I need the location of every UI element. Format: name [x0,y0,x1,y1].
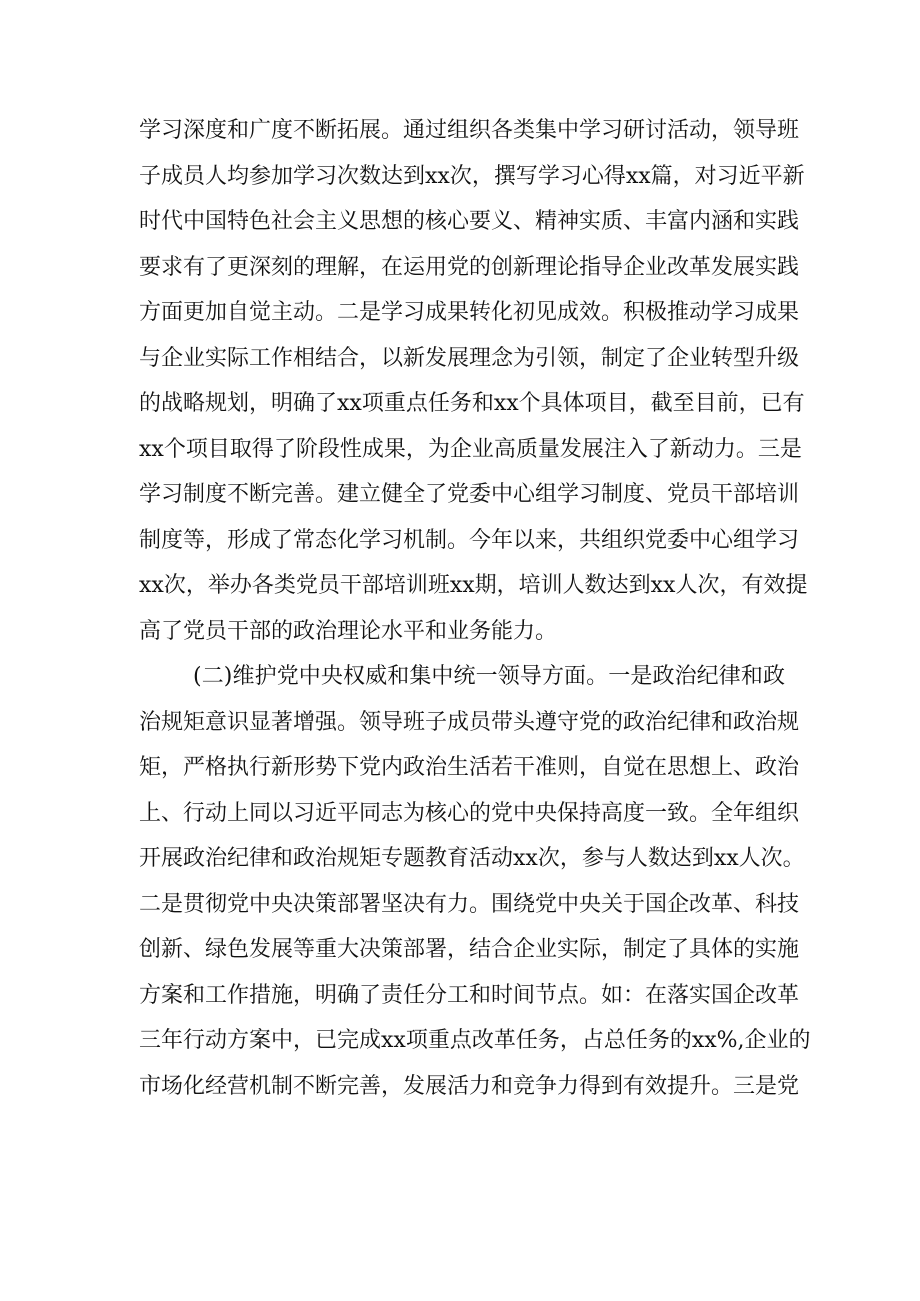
text-line: 的战略规划，明确了xx项重点任务和xx个具体项目，截至目前，已有 [139,391,805,416]
text-line: xx个项目取得了阶段性成果，为企业高质量发展注入了新动力。三是 [139,436,802,462]
text-line: 创新、绿色发展等重大决策部署，结合企业实际，制定了具体的实施 [139,937,800,962]
section-heading-line: (二)维护党中央权威和集中统一领导方面。一是政治纪律和政 [193,664,785,689]
text-line: 制度等，形成了常态化学习机制。今年以来，共组织党委中心组学习 [139,527,800,553]
text-line: 上、行动上同以习近平同志为核心的党中央保持高度一致。全年组织 [139,800,800,826]
text-line: 学习深度和广度不断拓展。通过组织各类集中学习研讨活动，领导班 [139,118,800,143]
text-line: 与企业实际工作相结合，以新发展理念为引领，制定了企业转型升级 [139,345,800,371]
text-line: 子成员人均参加学习次数达到xx次，撰写学习心得xx篇，对习近平新 [139,163,805,189]
text-line: 学习制度不断完善。建立健全了党委中心组学习制度、党员干部培训 [139,482,800,507]
text-line: 要求有了更深刻的理解，在运用党的创新理论指导企业改革发展实践 [139,254,800,280]
text-line: 方案和工作措施，明确了责任分工和时间节点。如：在落实国企改革 [139,982,800,1008]
document-body [139,108,811,1109]
text-line: xx次，举办各类党员干部培训班xx期，培训人数达到xx人次，有效提 [139,573,808,598]
text-line: 三年行动方案中，已完成xx项重点改革任务，占总任务的xx%,企业的 [139,1028,811,1053]
text-line: 治规矩意识显著增强。领导班子成员带头遵守党的政治纪律和政治规 [139,709,800,735]
text-line: 开展政治纪律和政治规矩专题教育活动xx次，参与人数达到xx人次。 [139,846,805,871]
paragraph-end-line: 高了党员干部的政治理论水平和业务能力。 [139,618,558,644]
text-line: 二是贯彻党中央决策部署坚决有力。围绕党中央关于国企改革、科技 [139,891,800,917]
text-line: 市场化经营机制不断完善，发展活力和竞争力得到有效提升。三是党 [139,1073,800,1099]
text-line: 方面更加自觉主动。二是学习成果转化初见成效。积极推动学习成果 [139,300,800,325]
text-line: 时代中国特色社会主义思想的核心要义、精神实质、丰富内涵和实践 [139,209,800,234]
text-line: 矩，严格执行新形势下党内政治生活若干准则，自觉在思想上、政治 [139,755,800,780]
